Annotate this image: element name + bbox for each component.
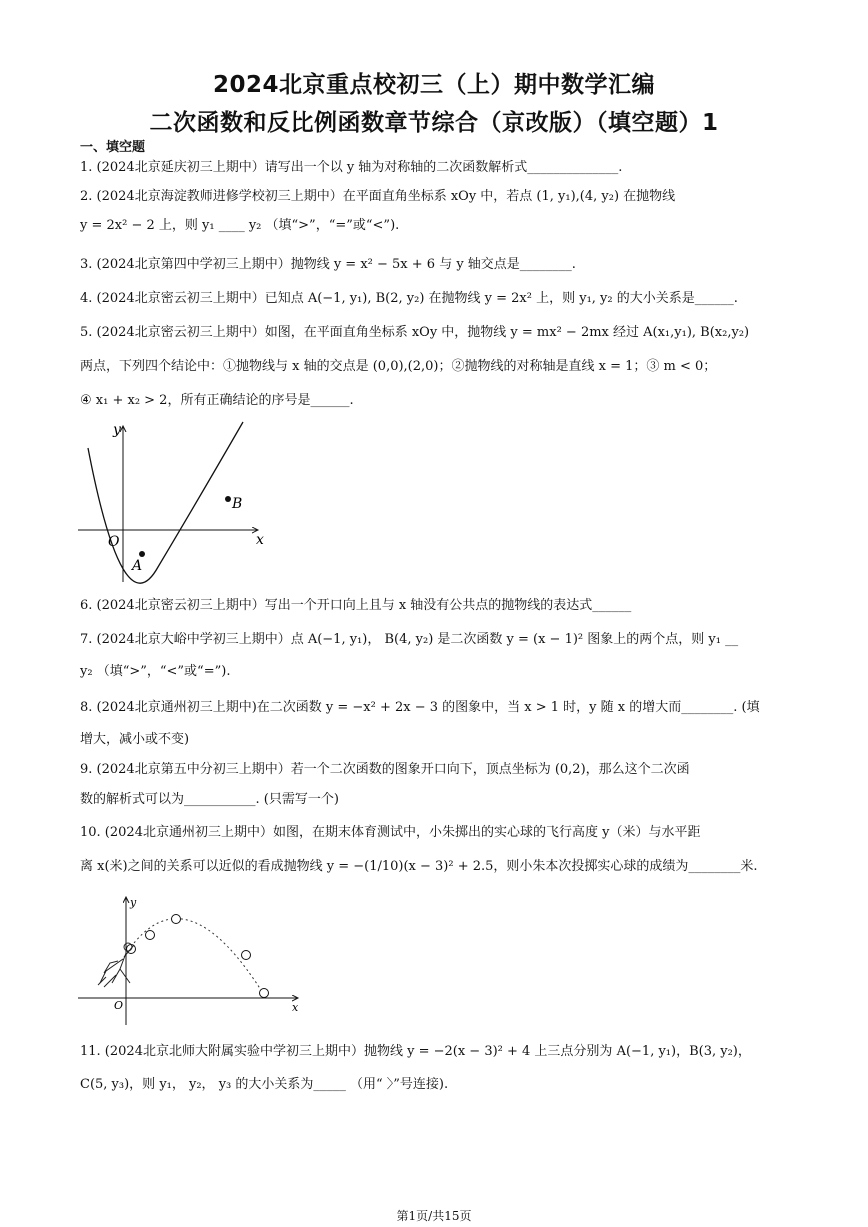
question-line: y = 2x² − 2 上，则 y₁ ____ y₂ （填“>”，“=”或“<”).: [80, 218, 400, 233]
question-line: 两点，下列四个结论中：①抛物线与 x 轴的交点是 (0,0),(2,0)；②抛物线的对称轴是直线 x = 1；③ m < 0；: [80, 359, 717, 374]
ball: [260, 989, 269, 998]
question-line: y₂ （填“>”，“<”或“=”).: [80, 664, 231, 679]
question-11: [80, 1042, 792, 1094]
question-line: 1. (2024北京延庆初三上期中）请写出一个以 y 轴为对称轴的二次函数解析式______________.: [80, 160, 623, 175]
question-line: C(5, y₃)，则 y₁， y₂， y₃ 的大小关系为_____ （用“ 〉”号连接).: [80, 1077, 449, 1092]
parabola-curve: [88, 422, 243, 583]
question-line: 10. (2024北京通州初三上期中）如图，在期末体育测试中，小朱掷出的实心球的飞行高度 y（米）与水平距: [80, 825, 701, 840]
ball: [172, 915, 181, 924]
question-6: [80, 596, 792, 615]
page-title-line1: 2024北京重点校初三（上）期中数学汇编: [212, 72, 655, 98]
point-b: [225, 496, 231, 502]
point-b-label: B: [232, 496, 243, 512]
x-axis-label: x: [256, 532, 264, 548]
question-10: [80, 823, 792, 876]
y-axis-label: y: [113, 422, 121, 438]
question-line: ④ x₁ + x₂ > 2，所有正确结论的序号是______.: [80, 393, 354, 408]
point-a: [139, 551, 145, 557]
question-line: 增大，减小或不变): [80, 732, 190, 747]
question-7: [80, 630, 792, 681]
page-footer: 第1页/共15页: [396, 1209, 472, 1223]
section-heading: 一、填空题: [80, 140, 146, 155]
question-9: [80, 760, 792, 809]
y-axis-label: y: [130, 896, 137, 909]
ball: [242, 951, 251, 960]
question-line: 8. (2024北京通州初三上期中)在二次函数 y = −x² + 2x − 3 的图象中，当 x > 1 时，y 随 x 的增大而________. (填: [80, 700, 760, 715]
page-title-line2: 二次函数和反比例函数章节综合（京改版）（填空题）1: [149, 110, 719, 136]
question-8: [80, 698, 792, 749]
origin-label: O: [114, 999, 124, 1012]
question-line: 9. (2024北京第五中分初三上期中）若一个二次函数的图象开口向下，顶点坐标为 (0,2)，那么这个二次函: [80, 762, 690, 777]
point-a-label: A: [132, 558, 143, 574]
x-axis-label: x: [292, 1001, 299, 1014]
shot-put-figure: [76, 893, 306, 1033]
question-line: 5. (2024北京密云初三上期中）如图，在平面直角坐标系 xOy 中，抛物线 y = mx² − 2mx 经过 A(x₁,y₁), B(x₂,y₂): [80, 325, 750, 340]
question-line: 离 x(米)之间的关系可以近似的看成抛物线 y = −(1/10)(x − 3)² + 2.5，则小朱本次投掷实心球的成绩为________米.: [80, 859, 758, 874]
origin-label: O: [108, 534, 120, 550]
question-line: 数的解析式可以为___________. (只需写一个): [80, 792, 339, 807]
parabola-figure: [78, 420, 278, 590]
question-2: [80, 187, 792, 235]
question-line: 3. (2024北京第四中学初三上期中）抛物线 y = x² − 5x + 6 与 y 轴交点是________.: [80, 257, 576, 272]
question-5: [80, 323, 792, 410]
question-line: 2. (2024北京海淀教师进修学校初三上期中）在平面直角坐标系 xOy 中，若点 (1, y₁),(4, y₂) 在抛物线: [80, 189, 676, 204]
ball: [146, 931, 155, 940]
question-1: [80, 158, 792, 177]
question-line: 7. (2024北京大峪中学初三上期中）点 A(−1, y₁)， B(4, y₂) 是二次函数 y = (x − 1)² 图象上的两个点，则 y₁ __: [80, 632, 739, 647]
question-line: 4. (2024北京密云初三上期中）已知点 A(−1, y₁), B(2, y₂) 在抛物线 y = 2x² 上，则 y₁, y₂ 的大小关系是______.: [80, 291, 738, 306]
question-3: [80, 255, 792, 274]
question-4: [80, 289, 792, 308]
question-line: 11. (2024北京北师大附属实验中学初三上期中）抛物线 y = −2(x − 3)² + 4 上三点分别为 A(−1, y₁)，B(3, y₂)，: [80, 1044, 751, 1059]
question-line: 6. (2024北京密云初三上期中）写出一个开口向上且与 x 轴没有公共点的抛物线的表达式______: [80, 598, 632, 613]
